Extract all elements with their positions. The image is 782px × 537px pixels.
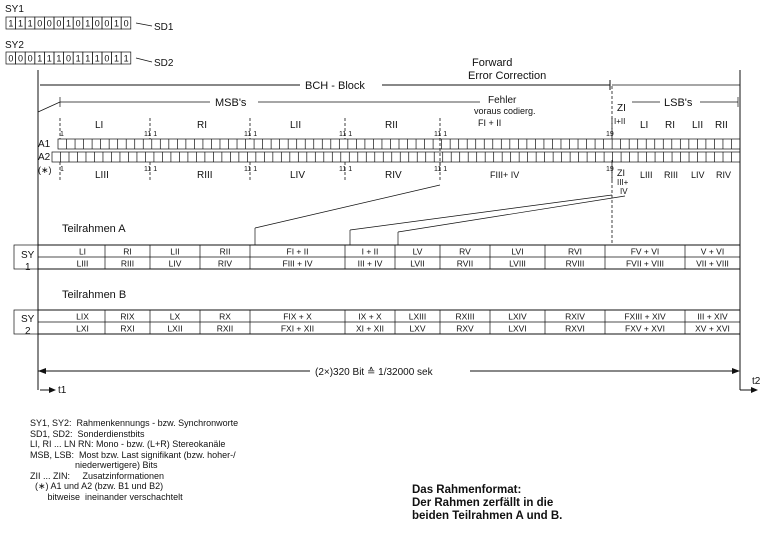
sy1-bit: 1 [18, 18, 24, 29]
timeline [38, 366, 761, 396]
tra-cell-text: RI [123, 246, 132, 257]
msb-slant [38, 102, 60, 112]
lower-tick-labels [60, 166, 614, 173]
tra-cell-text: RVII [456, 258, 474, 269]
forward-label: Forward [472, 57, 513, 69]
trb-cell-text: LIX [76, 311, 89, 322]
t2-arrow-head [751, 387, 758, 393]
zi-top-label: ZI [617, 103, 626, 114]
sy2-bit: 1 [114, 53, 120, 64]
fehler-label: Fehler [488, 95, 517, 106]
tra-cell-text: LVI [511, 246, 524, 257]
sy1-bit: 1 [27, 18, 33, 29]
lower-seg-liii: LIII [95, 170, 109, 181]
trb-cell-text: XV + XVI [695, 323, 730, 334]
tra-cell-text: III + IV [357, 258, 383, 269]
legend-line: bitweise ineinander verschachtelt [30, 491, 183, 502]
sy2-bit: 0 [8, 53, 14, 64]
sy2-bit: 0 [104, 53, 110, 64]
sy2-bit: 0 [18, 53, 24, 64]
trb-cell-text: RXV [456, 323, 474, 334]
teilrahmen-a [14, 223, 740, 273]
sy2-bit: 0 [66, 53, 72, 64]
legend-line: SD1, SD2: Sonderdienstbits [30, 428, 145, 439]
lower-seg-riv: RIV [385, 170, 402, 181]
trb-cell-text: LXV [409, 323, 426, 334]
legend-line: (∗) A1 und A2 (bzw. B1 und B2) [30, 481, 164, 491]
sy2-bit: 1 [56, 53, 62, 64]
msb-label: MSB's [215, 97, 247, 109]
caption-line-3: beiden Teilrahmen A und B. [412, 510, 563, 522]
tra-cell-text: LV [412, 246, 423, 257]
lower-lsb-liii: LIII [640, 170, 653, 180]
trb-cell-text: LXVI [508, 323, 527, 334]
legend-line: MSB, LSB: Most bzw. Last signifikant (bzw. hoher-/ [30, 449, 236, 460]
legend-line: ZII ... ZIN: Zusatzinformationen [30, 470, 165, 481]
sy2-bit-cells [6, 52, 131, 64]
lower-tick: 11 1 [434, 166, 448, 173]
connector-zi [350, 195, 612, 230]
legend-line: SY1, SY2: Rahmenkennungs - bzw. Synchronworte [30, 418, 239, 428]
lower-lsb-liv: LIV [691, 170, 705, 180]
sync-words [5, 4, 174, 69]
tra-cell-text: LIII [76, 258, 89, 269]
upper-seg-ri: RI [197, 120, 207, 131]
t2-label: t2 [752, 376, 761, 387]
zi-sub-label: I+II [614, 117, 626, 126]
trb-cell-text: FXIII + XIV [624, 311, 666, 322]
lower-zi: ZI [617, 168, 625, 178]
trb-cell-text: FXI + XII [280, 323, 315, 334]
tra-cell-text: RIII [120, 258, 135, 269]
caption-line-2: Der Rahmen zerfällt in die [412, 497, 554, 509]
a1-bit-cells [58, 139, 740, 149]
teilrahmen-b-title: Teilrahmen B [62, 289, 127, 301]
tra-cell-text: FVII + VIII [625, 258, 665, 269]
upper-tick-labels [60, 131, 614, 138]
lower-seg-riii: RIII [197, 170, 213, 181]
tra-cell-text: RVI [567, 246, 583, 257]
tra-cell-text: RIV [217, 258, 233, 269]
sy1-bit: 0 [56, 18, 62, 29]
sy2-bit: 1 [85, 53, 91, 64]
sd2-pointer [136, 58, 152, 62]
legend-line: LI, RI ... LN RN: Mono - bzw. (L+R) Stereokanäle [30, 439, 226, 449]
trb-cell-text: LXII [167, 323, 183, 334]
star-label: (∗) [38, 165, 52, 175]
lsb-label: LSB's [664, 97, 693, 109]
tra-cell-text: FIII + IV [282, 258, 313, 269]
timeline-label: (2×)320 Bit ≙ 1/32000 sek [315, 367, 433, 378]
tra-cell-text: RV [459, 246, 471, 257]
sd1-pointer [136, 23, 152, 26]
lower-segment-dividers [60, 162, 612, 182]
sy1-bit: 0 [37, 18, 43, 29]
legend [30, 418, 410, 502]
lower-seg-liv: LIV [290, 170, 306, 181]
sy1-bit: 1 [66, 18, 72, 29]
lower-zi-iv: IV [620, 187, 628, 196]
teilrahmen-b [14, 289, 740, 337]
upper-seg-li: LI [95, 120, 104, 131]
teilrahmen-b-table [14, 310, 740, 334]
a2-bit-cells [52, 152, 740, 162]
tra-cell-text: RII [219, 246, 231, 257]
tra-cell-text: FV + VI [630, 246, 660, 257]
trb-cell-text: FIX + X [283, 311, 312, 322]
teilrahmen-b-sy-num: 2 [25, 326, 31, 337]
tra-cell-text: LII [170, 246, 180, 257]
teilrahmen-b-sy: SY [21, 314, 35, 325]
sy1-bit: 0 [94, 18, 100, 29]
trb-cell-text: RXI [120, 323, 135, 334]
teilrahmen-a-sy-num: 1 [25, 262, 31, 273]
tra-cell-text: FI + II [286, 246, 309, 257]
lower-segments [60, 162, 731, 196]
trb-cell-text: III + XIV [697, 311, 728, 322]
sy2-bit: 1 [123, 53, 129, 64]
trb-cell-text: RX [219, 311, 231, 322]
lower-zi-iii: III+ [617, 178, 629, 187]
a2-label: A2 [38, 152, 51, 163]
sy1-bit: 1 [85, 18, 91, 29]
sy2-bit: 1 [94, 53, 100, 64]
sd1-label: SD1 [154, 22, 174, 33]
tra-cell-text: LIV [168, 258, 182, 269]
upper-segment-dividers [60, 118, 612, 139]
tra-cell-text: V + VI [700, 246, 725, 257]
trb-cell-text: XI + XII [355, 323, 385, 334]
lower-tick: 11 1 [244, 166, 258, 173]
sy1-label: SY1 [5, 4, 24, 15]
sy2-bit: 1 [37, 53, 43, 64]
trb-cell-text: LXIV [508, 311, 527, 322]
trb-cell-text: LXIII [408, 311, 427, 322]
upper-segments [60, 118, 728, 139]
caption-line-1: Das Rahmenformat: [412, 484, 522, 496]
sy2-bit: 0 [27, 53, 33, 64]
upper-tick: 11 1 [339, 131, 353, 138]
fehler-sub-label: voraus codierg. [474, 106, 536, 116]
teilrahmen-a-sy: SY [21, 250, 35, 261]
sy2-label: SY2 [5, 40, 24, 51]
trb-cell-text: RIX [120, 311, 135, 322]
upper-tick: 1 [60, 131, 64, 138]
tra-cell-text: LVII [410, 258, 425, 269]
fehler-fi-label: FI + II [478, 118, 502, 128]
tra-cell-text: I + II [361, 246, 379, 257]
trb-cell-text: LXI [76, 323, 89, 334]
a1-label: A1 [38, 139, 51, 150]
timeline-arrow-right [732, 368, 740, 374]
upper-seg-rii: RII [385, 120, 398, 131]
upper-tick: 19 [606, 131, 614, 138]
lsb-seg-li: LI [640, 120, 649, 131]
sy1-bit-cells [6, 17, 131, 29]
sy1-bit: 1 [8, 18, 14, 29]
upper-seg-lii: LII [290, 120, 302, 131]
sy1-bit: 1 [114, 18, 120, 29]
lower-tick: 1 [60, 166, 64, 173]
lower-tick: 11 1 [339, 166, 353, 173]
sy1-bit: 0 [104, 18, 110, 29]
error-correction-label: Error Correction [468, 70, 547, 82]
connector-lines [255, 138, 625, 245]
lower-lsb-riv: RIV [716, 170, 732, 180]
upper-tick: 11 1 [244, 131, 258, 138]
trb-cell-text: RXIV [565, 311, 585, 322]
tra-cell-text: VII + VIII [696, 258, 729, 269]
legend-line: niederwertigere) Bits [30, 460, 158, 470]
tra-cell-text: RVIII [565, 258, 585, 269]
sy2-bit: 1 [75, 53, 81, 64]
connector-zi2 [398, 196, 625, 232]
sy1-bit: 0 [46, 18, 52, 29]
lsb-seg-lii: LII [692, 120, 704, 131]
sd2-label: SD2 [154, 58, 174, 69]
a2-row-frame [52, 152, 740, 162]
t1-arrow-head [49, 387, 56, 393]
trb-cell-text: LX [169, 311, 181, 322]
trb-cell-text: RXIII [455, 311, 475, 322]
lower-seg-fiii: FIII+ IV [490, 170, 520, 180]
lower-tick: 19 [606, 166, 614, 173]
trb-cell-text: RXVI [565, 323, 585, 334]
lower-lsb-riii: RIII [664, 170, 679, 180]
timeline-arrow-left [38, 368, 46, 374]
trb-cell-text: IX + X [358, 311, 382, 322]
lower-tick: 11 1 [144, 166, 158, 173]
trb-cell-text: FXV + XVI [625, 323, 665, 334]
lsb-seg-ri: RI [665, 120, 675, 131]
sy2-bit: 1 [46, 53, 52, 64]
teilrahmen-a-table [14, 245, 740, 269]
trb-cell-text: RXII [216, 323, 234, 334]
tra-cell-text: LVIII [509, 258, 526, 269]
upper-tick: 11 1 [434, 131, 448, 138]
sy1-bit: 0 [75, 18, 81, 29]
upper-tick: 11 1 [144, 131, 158, 138]
tra-cell-text: LI [78, 246, 87, 257]
caption [412, 484, 672, 523]
lsb-seg-rii: RII [715, 120, 728, 131]
sy1-bit: 0 [123, 18, 129, 29]
teilrahmen-a-title: Teilrahmen A [62, 223, 126, 235]
bch-label: BCH - Block [305, 80, 365, 92]
t1-label: t1 [58, 385, 67, 396]
